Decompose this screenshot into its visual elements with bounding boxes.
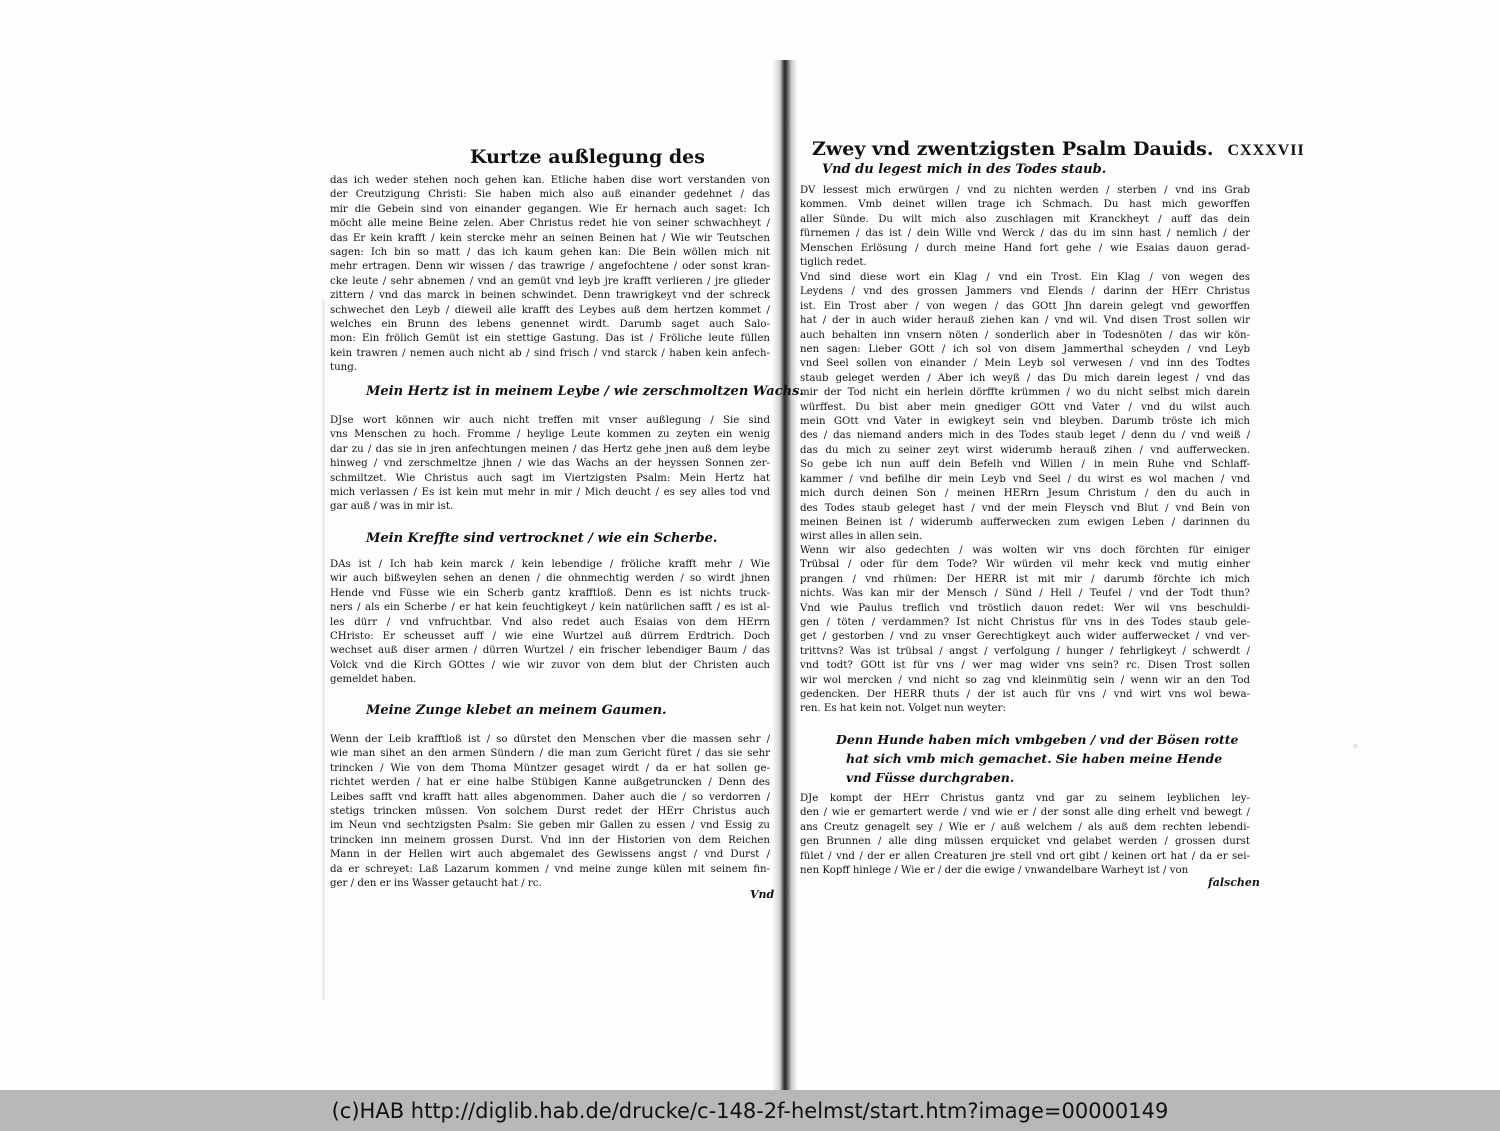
left-paragraph-3 bbox=[330, 733, 770, 891]
text-line: Volck vnd die Kirch GOttes / wie wir zuvor von dem blut der Christen auch bbox=[330, 659, 770, 671]
text-line: ans Creutz genagelt sey / Wie er / auß welchem / als auß dem rechten lebendi- bbox=[800, 821, 1250, 833]
text-line: stetigs trincken müssen. Von solchem Durst redet der HErr Christus auch bbox=[330, 806, 770, 818]
text-line: Hende vnd Füsse wie ein Scherb gantz krafftloß. Denn es ist nichts truck- bbox=[330, 587, 770, 599]
text-line: kein trawren / nemen auch nicht ab / sind frisch / vnd starck / haben kein anfech- bbox=[330, 347, 770, 359]
text-line: vnd todt? GOtt ist für vns / wer mag wider vns sein? rc. Disen Trost sollen bbox=[800, 660, 1250, 672]
text-line: cke leute / sehr abnemen / vnd an gemüt vnd leyb jre krafft verlieren / jre glieder bbox=[330, 275, 770, 287]
text-line: tung. bbox=[330, 362, 357, 374]
text-line: ren. Es hat kein not. Volget nun weyter: bbox=[800, 703, 1006, 715]
left-intro-paragraph bbox=[330, 174, 770, 376]
left-page bbox=[330, 0, 804, 1090]
text-line: Wenn wir also gedechten / was wolten wir vns doch förchten für einiger bbox=[800, 545, 1250, 556]
text-line: richtet werden / hat er eine halbe Stübigen Kanne außgetruncken / Denn des bbox=[330, 777, 770, 789]
text-line: Leibes safft vnd krafft hatt alles abgenommen. Daher auch die / so verdorren / bbox=[330, 791, 770, 803]
text-line: CHristo: Er scheusset auff / wie eine Wurtzel auß dürrem Erdtrich. Doch bbox=[330, 631, 770, 643]
text-line: Vnd sind diese wort ein Klag / vnd ein Trost. Ein Klag / von wegen des bbox=[800, 272, 1250, 283]
text-line: fürnemen / das ist / dein Wille vnd Werck / das du im sinn hast / nemlich / der bbox=[800, 228, 1250, 240]
right-paragraph-1 bbox=[800, 184, 1250, 270]
text-line: mehr ertragen. Denn wir wissen / das trawrige / angefochtene / oder sonst kran- bbox=[330, 261, 770, 273]
text-line: mir der Tod nicht ein herlein dörffte krümmen / wo du nicht selbst mich darein bbox=[800, 387, 1250, 399]
text-line: schwechet den Leyb / dieweil alle krafft des Leybes auß dem hertzen kommet / bbox=[330, 304, 770, 316]
margin-speck: ⁘ bbox=[1352, 742, 1359, 751]
text-line: nen sagen: Lieber GOtt / ich sol von disem Jammerthal scheyden / vnd Leyb bbox=[800, 344, 1250, 356]
text-line: les dürr / vnd vnfruchtbar. Vnd also redet auch Esaias von dem HErrn bbox=[330, 616, 770, 628]
verse-heading-hertz: Mein Hertz ist in meinem Leybe / wie zerschmoltzen Wachs. bbox=[366, 384, 804, 399]
text-line: auch behalten inn vnsern nöten / sonderlich aber in Todesnöten / das wir kön- bbox=[800, 329, 1250, 341]
text-line: ger / den er ins Wasser getaucht hat / rc. bbox=[330, 878, 542, 890]
text-line: vns Menschen zu hoch. Fromme / heylige Leute kommen zu zeyten ein wenig bbox=[330, 429, 770, 441]
book-gutter bbox=[772, 60, 798, 1090]
text-line: sagen: Ich bin so matt / das ich kaum gehen kan: Die Bein wöllen mich nit bbox=[330, 247, 770, 259]
text-line: das Er kein krafft / kein stercke mehr an seinen Beinen hat / Wie wir Teutschen bbox=[330, 232, 770, 244]
text-line: So gebe ich nun auff dein Befelh vnd Willen / in mein Ruhe vnd Schlaff- bbox=[800, 459, 1250, 471]
text-line: hat / der in auch wider herauß ziehen kan / vnd wil. Vnd disen Trost sollen wir bbox=[800, 315, 1250, 327]
verse-heading-line: vnd Füsse durchgraben. bbox=[846, 770, 1015, 785]
text-line: gar auß / was in mir ist. bbox=[330, 501, 454, 513]
text-line: Mann in der Hellen wirt auch abgemalet des Gewissens angst / vnd Durst / bbox=[330, 849, 770, 861]
text-line: dar zu / das sie in jren anfechtungen meinen / das Hertz gehe jnen auß dem leybe bbox=[330, 443, 770, 455]
text-line: Vnd wie Paulus treflich vnd tröstlich dauon redet: Wer wil vns beschuldi- bbox=[800, 602, 1250, 614]
text-line: welches ein Brunn des lebens genennet wirdt. Darumb saget auch Salo- bbox=[330, 319, 770, 331]
text-line: trincken inn meinem grossen Durst. Vnd inn der Historien von dem Reichen bbox=[330, 834, 770, 846]
text-line: des / das niemand anders mich in des Todes staub leget / denn du / vnd weiß / bbox=[800, 430, 1250, 442]
text-line: des Todes staub geleget hast / vnd der mein Fleysch vnd Blut / vnd Bein von bbox=[800, 502, 1250, 514]
verse-heading-line: hat sich vmb mich gemachet. Sie haben meine Hende bbox=[846, 751, 1223, 766]
verse-heading-line: Denn Hunde haben mich vmbgeben / vnd der Bösen rotte bbox=[836, 732, 1239, 747]
text-line: aller Sünde. Du wilt mich also zuschlagen mit Kranckheyt / auff das dein bbox=[800, 213, 1250, 225]
text-line: wir auch bißweylen sehen an denen / die ohnmechtig werden / so wirdt jhnen bbox=[330, 573, 770, 585]
text-line: nichts. Was kan mir der Mensch / Sünd / Hell / Teufel / vnd der Todt thun? bbox=[800, 588, 1250, 600]
text-line: gen Brunnen / alle ding müssen erquicket vnd gelabet werden / grossen durst bbox=[800, 836, 1250, 848]
text-line: Trübsal / oder für dem Tode? Wir würden vil mehr keck vnd mutig einher bbox=[800, 559, 1250, 571]
left-catchword: Vnd bbox=[750, 888, 775, 901]
text-line: hinweg / vnd zerschmeltze jhnen / wie das Wachs an der heyssen Sonnen zer- bbox=[330, 458, 770, 470]
text-line: staub geleget werden / Aber ich weyß / das Du mich darein legest / vnd das bbox=[800, 372, 1250, 384]
text-line: wie man sihet an den armen Sündern / die man zum Gericht füret / das sie sehr bbox=[330, 748, 770, 760]
right-page bbox=[800, 0, 1305, 1090]
text-line: mich verlassen / Es ist kein mut mehr in mir / Mich deucht / es sey alles tod vnd bbox=[330, 487, 770, 499]
text-line: Leydens / vnd des grossen Jammers vnd Elends / darinn der HErr Christus bbox=[800, 286, 1250, 298]
text-line: das ich weder stehen noch gehen kan. Etliche haben dise wort verstanden von bbox=[330, 175, 770, 186]
right-running-head bbox=[812, 138, 1305, 160]
text-line: den / wie er gemartert werde / vnd wie er / der sonst alle ding erhelt vnd bewegt / bbox=[800, 807, 1250, 819]
footer-copyright-text: (c)HAB http://diglib.hab.de/drucke/c-148-2f-helmst/start.htm?image=00000149 bbox=[331, 1098, 1169, 1123]
text-line: mein GOtt vnd Vater in ewigkeyt sein vnd bleyben. Darumb tröste ich mich bbox=[800, 416, 1250, 428]
text-line: DAs ist / Ich hab kein marck / kein lebendige / fröliche krafft mehr / Wie bbox=[330, 559, 770, 570]
text-line: trincken / Wie von dem Thoma Müntzer gesaget wirdt / da er hat sollen ge- bbox=[330, 762, 770, 774]
text-line: würffest. Du bist aber mein gnediger GOtt vnd Vater / vnd du wilst auch bbox=[800, 401, 1250, 413]
text-line: zittern / vnd das marck in beinen schwindet. Denn trawrigkeyt vnd der schreck bbox=[330, 290, 770, 302]
right-catchword: falschen bbox=[1208, 876, 1260, 889]
text-line: get / gestorben / vnd zu vnser Gerechtigkeyt auch wider aufferwecket / vnd ver- bbox=[800, 631, 1250, 643]
text-line: fület / vnd / der er allen Creaturen jre stell vnd ort gibt / keinen ort hat / da er sei- bbox=[800, 850, 1250, 862]
verse-heading-hunde bbox=[836, 730, 1239, 787]
verse-heading-zunge: Meine Zunge klebet an meinem Gaumen. bbox=[366, 703, 667, 718]
left-paragraph-2 bbox=[330, 558, 770, 688]
right-paragraph-3 bbox=[800, 544, 1250, 717]
folio-number: CXXXVII bbox=[1227, 142, 1305, 159]
text-line: ners / als ein Scherbe / er hat kein feuchtigkeyt / kein natürlichen safft / es ist al- bbox=[330, 602, 770, 614]
text-line: gemeldet haben. bbox=[330, 674, 417, 686]
right-running-head-title: Zwey vnd zwentzigsten Psalm Dauids. bbox=[812, 138, 1214, 160]
text-line: ist. Ein Trost aber / von wegen / das GOtt Jhn darein gelegt vnd geworffen bbox=[800, 300, 1250, 312]
text-line: mir die Gebein sind von einander gegangen. Wie Er hernach auch saget: Ich bbox=[330, 203, 770, 215]
text-line: kommen. Vmb deinet willen trage ich Schmach. Du hast mich geworffen bbox=[800, 199, 1250, 211]
text-line: DJe kompt der HErr Christus gantz vnd gar zu seinem leyblichen ley- bbox=[800, 793, 1250, 804]
text-line: trittvns? Was ist trübsal / angst / verfolgung / hunger / fehrligkeyt / schwerdt / bbox=[800, 645, 1250, 657]
left-running-head: Kurtze außlegung des bbox=[470, 146, 705, 168]
text-line: wir wol mercken / vnd nicht so zag vnd kleinmütig sein / wenn wir an den Tod bbox=[800, 674, 1250, 686]
text-line: wechset auß diser armen / dürren Wurtzel / ein frischer lebendiger Baum / das bbox=[330, 645, 770, 657]
text-line: Wenn der Leib krafftloß ist / so dürstet den Menschen vber die massen sehr / bbox=[330, 734, 770, 745]
text-line: DJse wort können wir auch nicht treffen mit vnser außlegung / Sie sind bbox=[330, 415, 770, 426]
text-line: der Creutzigung Christi: Sie haben mich also auß einander gedehnet / das bbox=[330, 189, 770, 201]
text-line: Menschen Erlösung / durch meine Hand fort gehe / wie Esaias dauon gerad- bbox=[800, 242, 1250, 254]
text-line: mich durch deinen Son / meinen HERrn Jesum Christum / den du auch in bbox=[800, 488, 1250, 500]
text-line: meinen Beinen ist / widerumb aufferwecken zum ewigen Leben / darinnen du bbox=[800, 516, 1250, 528]
text-line: das du mich zu seiner zeyt wirst widerumb herauß zihen / vnd aufferwecken. bbox=[800, 444, 1250, 456]
footer-copyright-bar bbox=[0, 1090, 1500, 1131]
left-page-edge bbox=[322, 300, 325, 1000]
text-line: DV lessest mich erwürgen / vnd zu nichten werden / sterben / vnd ins Grab bbox=[800, 185, 1250, 196]
text-line: möcht alle meine Beine zelen. Aber Christus redet hie von seiner schwachheyt / bbox=[330, 218, 770, 230]
right-paragraph-4 bbox=[800, 792, 1250, 878]
left-paragraph-1 bbox=[330, 414, 770, 515]
text-line: tiglich redet. bbox=[800, 257, 867, 269]
text-line: gedencken. Der HERR thuts / der ist auch für vns / vnd wirt vns wol bewa- bbox=[800, 689, 1250, 701]
text-line: nen Kopff hinlege / Wie er / der die ewige / vnwandelbare Warheyt ist / von bbox=[800, 865, 1189, 877]
text-line: vnd Seel sollen von einander / Mein Leyb sol verwesen / vnd inn des Todtes bbox=[800, 358, 1250, 370]
text-line: da er schreyet: Laß Lazarum kommen / vnd meine zunge külen mit seinem fin- bbox=[330, 863, 770, 875]
right-paragraph-2 bbox=[800, 271, 1250, 545]
text-line: kammer / vnd befilhe dir mein Leyb vnd Seel / du wirst es wol machen / vnd bbox=[800, 473, 1250, 485]
text-line: schmiltzet. Wie Christus auch sagt im Viertzigsten Psalm: Mein Hertz hat bbox=[330, 472, 770, 484]
verse-heading-todes-staub: Vnd du legest mich in des Todes staub. bbox=[822, 162, 1107, 177]
text-line: gen / töten / verdammen? Ist nicht Christus für vns in des Todes staub gele- bbox=[800, 617, 1250, 629]
text-line: im Neun vnd sechtzigsten Psalm: Sie geben mir Gallen zu essen / vnd Essig zu bbox=[330, 820, 770, 832]
text-line: wirst alles in allen sein. bbox=[800, 531, 923, 543]
verse-heading-kreffte: Mein Kreffte sind vertrocknet / wie ein Scherbe. bbox=[366, 531, 718, 546]
text-line: mon: Ein frölich Gemüt ist ein stettige Gastung. Das ist / Fröliche leute füllen bbox=[330, 333, 770, 345]
text-line: prangen / vnd rhümen: Der HERR ist mit mir / darumb förchte ich mich bbox=[800, 573, 1250, 585]
